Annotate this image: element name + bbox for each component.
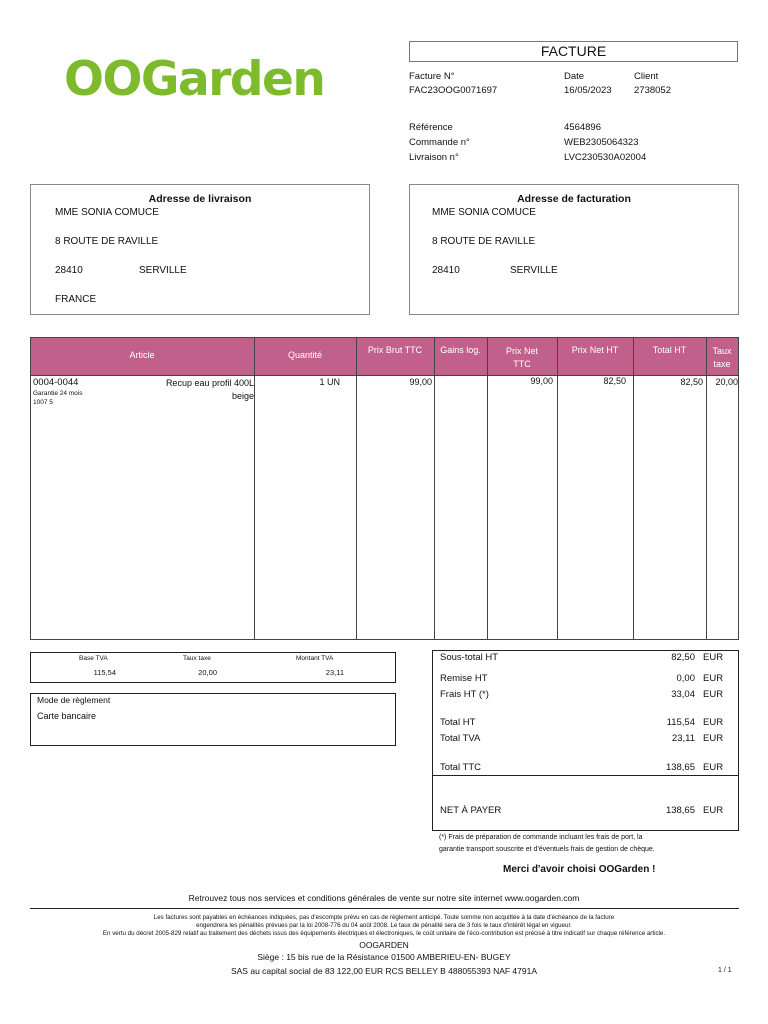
billing-address-box bbox=[409, 184, 739, 315]
payment-label: Mode de règlement bbox=[37, 695, 111, 705]
total-ht-value: 115,54 bbox=[666, 717, 695, 728]
header-net-price-ttc-1: Prix Net bbox=[505, 346, 538, 356]
delivery-number-value: LVC230530A02004 bbox=[564, 152, 647, 163]
net-to-pay-value: 138,65 bbox=[665, 805, 695, 816]
footer-divider bbox=[30, 908, 739, 909]
header-gains: Gains log. bbox=[440, 345, 481, 355]
total-vat-label: Total TVA bbox=[440, 733, 481, 744]
delivery-country: FRANCE bbox=[55, 294, 97, 305]
header-tax-rate-1: Taux bbox=[712, 346, 732, 356]
vat-rate-label: Taux taxe bbox=[183, 655, 211, 662]
reference-label: Référence bbox=[409, 122, 453, 133]
currency: EUR bbox=[703, 762, 724, 773]
header-net-price-ttc-2: TTC bbox=[513, 359, 531, 369]
services-line: Retrouvez tous nos services et conditions générales de vente sur notre site internet www.oogarden.com bbox=[188, 893, 580, 903]
header-total-ht: Total HT bbox=[652, 345, 687, 355]
page-number: 1 / 1 bbox=[718, 967, 732, 974]
item-tax-rate: 20,00 bbox=[715, 377, 738, 387]
discount-label: Remise HT bbox=[440, 673, 488, 684]
invoice-number-value: FAC23OOG0071697 bbox=[409, 85, 498, 96]
net-to-pay-label: NET À PAYER bbox=[440, 805, 502, 816]
item-gross-price: 99,00 bbox=[409, 377, 432, 387]
reference-value: 4564896 bbox=[564, 122, 601, 133]
vat-rate-value: 20,00 bbox=[198, 668, 217, 677]
vat-base-value: 115,54 bbox=[93, 668, 116, 677]
fees-note-line-1: (*) Frais de préparation de commande incluant les frais de port, la bbox=[439, 834, 643, 841]
item-net-price-ht: 82,50 bbox=[603, 376, 626, 386]
delivery-name: MME SONIA COMUCE bbox=[55, 207, 159, 218]
delivery-postcode: 28410 bbox=[55, 265, 83, 276]
company-name: OOGARDEN bbox=[359, 940, 409, 950]
item-quantity: 1 UN bbox=[319, 377, 340, 387]
delivery-city: SERVILLE bbox=[139, 265, 187, 276]
item-total-ht: 82,50 bbox=[680, 377, 703, 387]
delivery-address-title: Adresse de livraison bbox=[148, 193, 252, 205]
item-code: 0004-0044 bbox=[33, 377, 79, 388]
discount-value: 0,00 bbox=[676, 673, 695, 684]
company-logo: OOGarden bbox=[64, 52, 325, 107]
header-quantity: Quantité bbox=[287, 350, 323, 360]
order-label: Commande n° bbox=[409, 137, 470, 148]
currency: EUR bbox=[703, 717, 724, 728]
totals-divider bbox=[432, 775, 739, 776]
fees-value: 33,04 bbox=[671, 689, 695, 700]
company-capital: SAS au capital social de 83 122,00 EUR RCS BELLEY B 488055393 NAF 4791A bbox=[230, 966, 538, 976]
legal-line-2: engendrera les pénalités prévues par la loi 2008-776 du 04 août 2008. Le taux de pénalité sera de 3 fois le taux d'intérêt légal en vigueur. bbox=[196, 922, 572, 929]
billing-postcode: 28410 bbox=[432, 265, 460, 276]
fees-label: Frais HT (*) bbox=[440, 689, 489, 700]
currency: EUR bbox=[703, 733, 724, 744]
header-net-price-ht: Prix Net HT bbox=[571, 345, 619, 355]
payment-value: Carte bancaire bbox=[37, 711, 97, 721]
total-ttc-value: 138,65 bbox=[665, 762, 695, 773]
currency: EUR bbox=[703, 652, 724, 663]
item-description: Recup eau profil 400L bbox=[165, 378, 254, 388]
fees-note-line-2: garantie transport souscrite et d'éventuels frais de gestion de chèque. bbox=[439, 846, 655, 853]
header-gross-price: Prix Brut TTC bbox=[367, 345, 423, 355]
subtotal-value: 82,50 bbox=[671, 652, 695, 663]
header-divider bbox=[30, 375, 739, 376]
date-value: 16/05/2023 bbox=[564, 85, 612, 96]
currency: EUR bbox=[703, 689, 724, 700]
billing-address-title: Adresse de facturation bbox=[517, 193, 631, 205]
legal-line-1: Les factures sont payables en échéances indiquées, pas d'escompte prévu en cas de règlement anticipé. Toute somme non acquittée à la date d'échéance de la facture bbox=[153, 914, 615, 921]
vat-amount-value: 23,11 bbox=[325, 668, 344, 677]
date-label: Date bbox=[564, 71, 585, 82]
client-value: 2738052 bbox=[634, 85, 671, 96]
thanks-message: Merci d'avoir choisi OOGarden ! bbox=[503, 864, 656, 875]
vat-amount-label: Montant TVA bbox=[296, 655, 334, 662]
billing-city: SERVILLE bbox=[510, 265, 558, 276]
client-label: Client bbox=[634, 71, 659, 82]
delivery-number-label: Livraison n° bbox=[409, 152, 459, 163]
item-net-price-ttc: 99,00 bbox=[530, 376, 553, 386]
total-ttc-label: Total TTC bbox=[440, 762, 482, 773]
currency: EUR bbox=[703, 673, 724, 684]
delivery-address-box bbox=[30, 184, 370, 315]
header-tax-rate-2: taxe bbox=[713, 359, 731, 369]
invoice-number-label: Facture N° bbox=[409, 71, 455, 82]
item-description-2: beige bbox=[231, 391, 254, 401]
billing-street: 8 ROUTE DE RAVILLE bbox=[432, 236, 536, 247]
total-vat-value: 23,11 bbox=[671, 733, 695, 744]
col-divider bbox=[434, 337, 435, 639]
item-warranty: Garantie 24 mois bbox=[33, 390, 83, 397]
company-address: Siège : 15 bis rue de la Résistance 01500 AMBERIEU-EN- BUGEY bbox=[257, 952, 511, 962]
total-ht-label: Total HT bbox=[440, 717, 476, 728]
header-article: Article bbox=[129, 350, 155, 360]
subtotal-label: Sous-total HT bbox=[440, 652, 499, 663]
billing-name: MME SONIA COMUCE bbox=[432, 207, 536, 218]
currency: EUR bbox=[703, 805, 724, 816]
order-value: WEB2305064323 bbox=[564, 137, 639, 148]
delivery-street: 8 ROUTE DE RAVILLE bbox=[55, 236, 159, 247]
document-title: FACTURE bbox=[409, 41, 738, 62]
item-subcode: 1007 5 bbox=[33, 399, 53, 406]
vat-base-label: Base TVA bbox=[79, 655, 108, 662]
legal-line-3: En vertu du décret 2005-829 relatif au traitement des déchets issus des équipements électriques et électroniques, le coût unitaire de l'éco-contribution est précisé à titre indicatif sur chaque référence article. bbox=[102, 930, 666, 937]
